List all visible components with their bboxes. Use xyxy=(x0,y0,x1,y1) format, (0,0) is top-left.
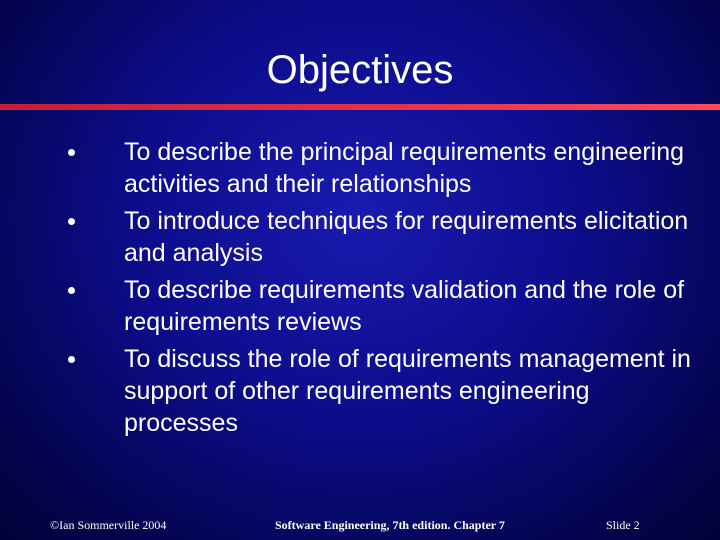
footer-book-title: Software Engineering, 7th edition. Chapter 7 xyxy=(275,518,505,532)
footer-copyright: ©Ian Sommerville 2004 xyxy=(50,518,167,532)
bullet-text: To describe requirements validation and the role of requirements reviews xyxy=(124,276,685,336)
list-item xyxy=(0,274,720,338)
list-item xyxy=(0,343,720,439)
bullet-text: To introduce techniques for requirements elicitation and analysis xyxy=(124,207,689,267)
footer-slide-number: Slide 2 xyxy=(606,518,640,532)
bullet-icon xyxy=(68,287,75,294)
bullet-icon xyxy=(68,149,75,156)
objectives-list xyxy=(0,136,720,444)
bullet-text: To discuss the role of requirements management in support of other requirements engineering processes xyxy=(124,345,691,437)
title-divider xyxy=(0,104,720,110)
bullet-icon xyxy=(68,218,75,225)
bullet-text: To describe the principal requirements engineering activities and their relationships xyxy=(124,138,685,198)
list-item xyxy=(0,205,720,269)
slide-title: Objectives xyxy=(266,48,454,92)
list-item xyxy=(0,136,720,200)
bullet-icon xyxy=(68,356,75,363)
